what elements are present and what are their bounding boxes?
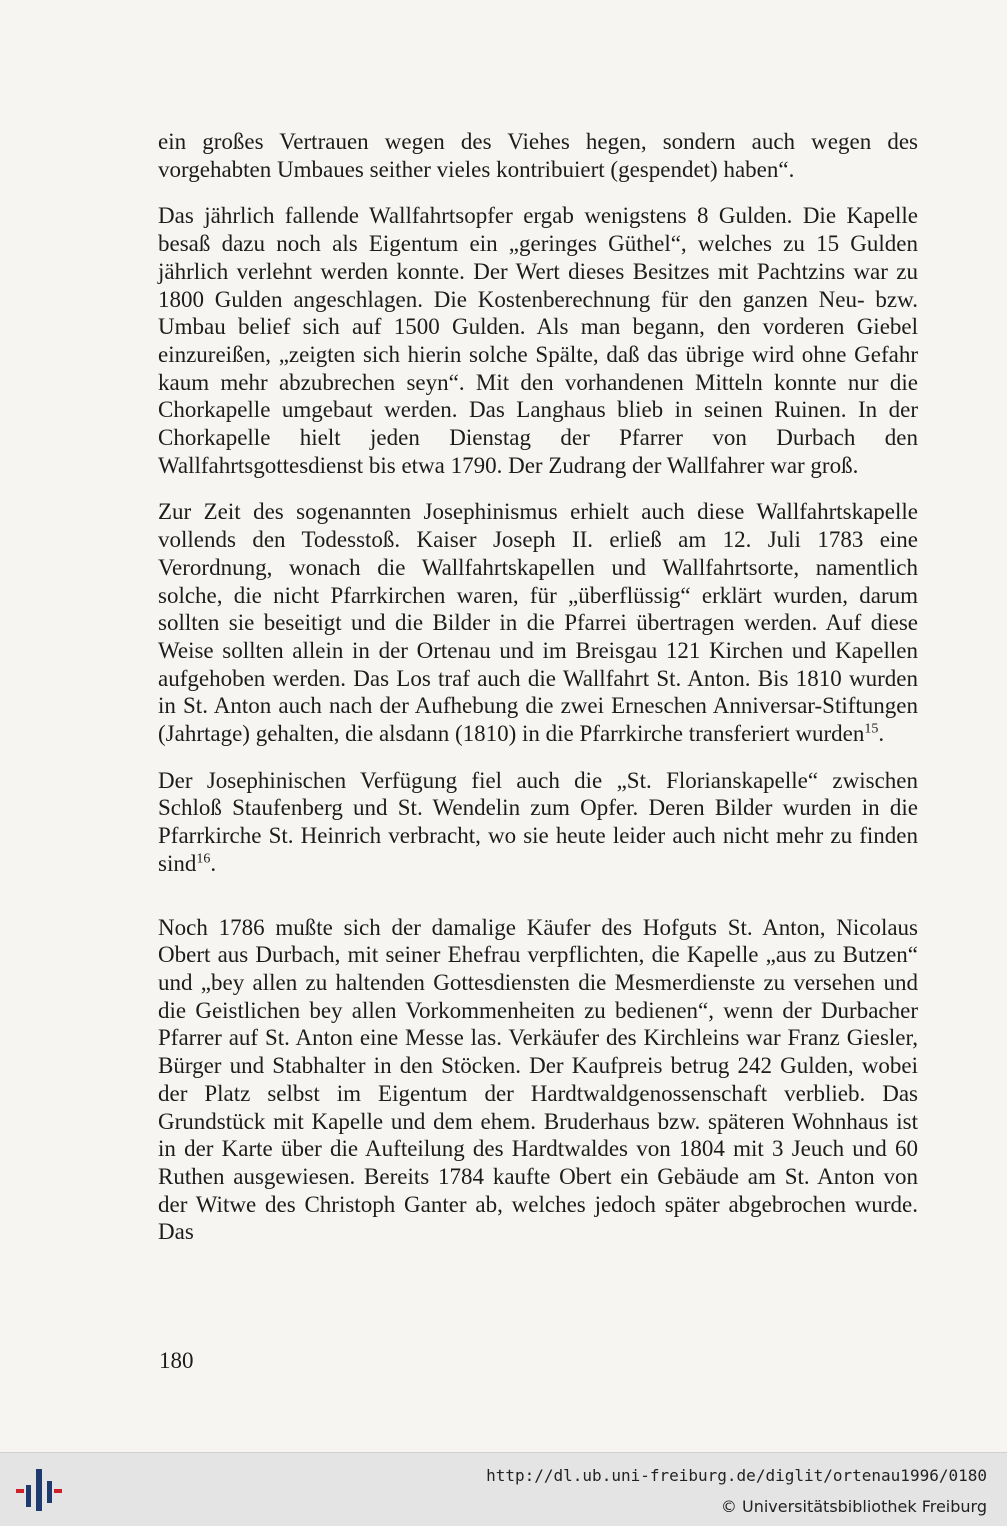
paragraph-2: Das jährlich fallende Wallfahrtsopfer ergab wenigstens 8 Gulden. Die Kapelle besaß dazu noch als Eigentum ein „geringes Güthel“, welches zu 15 Gulden jährlich verlehnt werden konnte. Der Wert dieses Besitzes mit Pachtzins war zu 1800 Gulden angeschlagen. Die Kostenberechnung für den ganzen Neu- bzw. Umbau belief sich auf 1500 Gulden. Als man begann, den vorderen Giebel einzureißen, „zeigten sich hierin solche Spälte, daß das übrige wird ohne Gefahr kaum mehr abzubrechen seyn“. Mit den vorhandenen Mitteln konnte nur die Chorkapelle umgebaut werden. Das Langhaus blieb in seinen Ruinen. In der Chorkapelle hielt jeden Dienstag der Pfarrer von Durbach den Wallfahrtsgottesdienst bis etwa 1790. Der Zudrang der Wallfahrer war groß.: [158, 203, 918, 478]
body-text: [158, 128, 918, 1265]
footnote-ref-15: 15: [864, 721, 879, 737]
paragraph-3: [158, 498, 918, 747]
source-url-link[interactable]: http://dl.ub.uni-freiburg.de/diglit/ortenau1996/0180: [486, 1466, 987, 1485]
paragraph-4-end: .: [210, 850, 217, 876]
paragraph-3-text: Zur Zeit des sogenannten Josephinismus erhielt auch diese Wallfahrtskapelle vollends den Todesstoß. Kaiser Joseph II. erließ am 12. Juli 1783 eine Verordnung, wonach die Wallfahrtskapellen und Wallfahrtsorte, namentlich solche, die nicht Pfarrkirchen waren, für „überflüssig“ erklärt wurden, darum sollten sie beseitigt und die Bilder in die Pfarrei übertragen werden. Auf diese Weise sollten allein in der Ortenau und im Breisgau 121 Kirchen und Kapellen aufgehoben werden. Das Los traf auch die Wallfahrt St. Anton. Bis 1810 wurden in St. Anton auch nach der Aufhebung die zwei Erneschen Anniversar-Stiftungen (Jahrtage) gehalten, die alsdann (1810) in die Pfarrkirche transferiert wurden: [158, 499, 918, 747]
paragraph-4: [158, 767, 918, 878]
paragraph-1: ein großes Vertrauen wegen des Viehes hegen, sondern auch wegen des vorgehabten Umbaues seither vieles kontribuiert (gespendet) haben“.: [158, 129, 918, 182]
ub-freiburg-logo-icon: [14, 1465, 64, 1515]
paragraph-4-text: Der Josephinischen Verfügung fiel auch die „St. Florianskapelle“ zwischen Schloß Staufenberg und St. Wendelin zum Opfer. Deren Bilder wurden in die Pfarrkirche St. Heinrich verbracht, wo sie heute leider auch nicht mehr zu finden sind: [158, 767, 918, 876]
page-number: 180: [159, 1348, 194, 1373]
library-footer: [0, 1452, 1007, 1526]
copyright-text: © Universitätsbibliothek Freiburg: [720, 1497, 987, 1516]
paragraph-5: Noch 1786 mußte sich der damalige Käufer des Hofguts St. Anton, Nicolaus Obert aus Durbach, mit seiner Ehefrau verpflichten, die Kapelle „aus zu Butzen“ und „bey allen zu haltenden Gottesdiensten die Mesmerdienste zu versehen und die Geistlichen bey allen Vorkommenheiten zu bedienen“, wenn der Durbacher Pfarrer auf St. Anton eine Messe las. Verkäufer des Kirchleins war Franz Giesler, Bürger und Stabhalter in den Stöcken. Der Kaufpreis betrug 242 Gulden, wobei der Platz selbst im Eigentum der Hardtwaldgenossenschaft verblieb. Das Grundstück mit Kapelle und dem ehem. Bruderhaus bzw. späteren Wohnhaus ist in der Karte über die Aufteilung des Hardtwaldes von 1804 mit 3 Jeuch und 60 Ruthen ausgewiesen. Bereits 1784 kaufte Obert ein Gebäude am St. Anton von der Witwe des Christoph Ganter ab, welches jedoch später abgebrochen wurde. Das: [158, 914, 918, 1245]
paragraph-3-end: .: [878, 721, 885, 747]
footnote-ref-16: 16: [196, 851, 211, 867]
